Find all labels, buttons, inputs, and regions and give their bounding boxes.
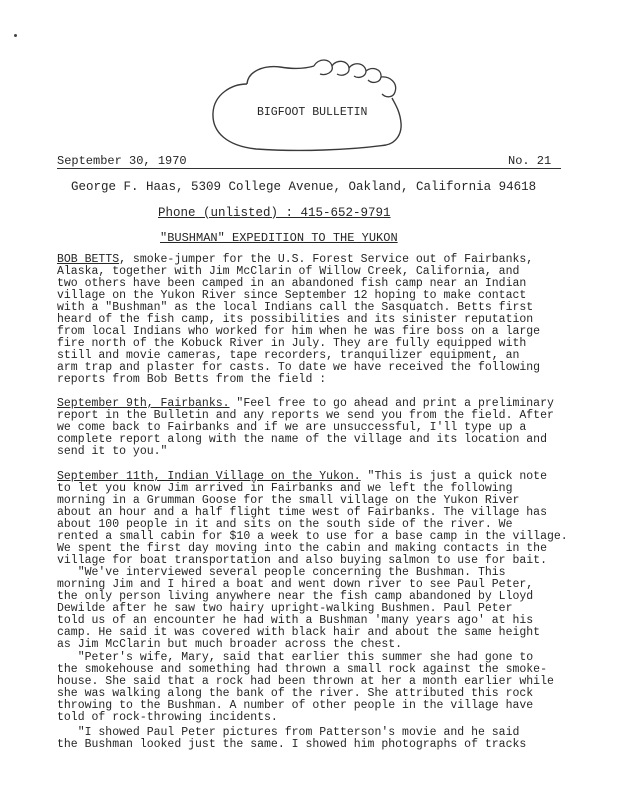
paragraph-line: complete report along with the name of the village and its location and <box>57 433 547 446</box>
paragraph-line: throwing to the Bushman. A number of other people in the village have <box>57 699 534 712</box>
article-title: "BUSHMAN" EXPEDITION TO THE YUKON <box>160 231 398 245</box>
paragraph-line: Alaska, together with Jim McClarin of Willow Creek, California, and <box>57 265 520 278</box>
paragraph-line: September 9th, Fairbanks. "Feel free to go ahead and print a preliminary <box>57 397 554 410</box>
paragraph-line: about 100 people in it and sits on the south side of the river. We <box>57 518 513 531</box>
paragraph-line: report in the Bulletin and any reports we send you from the field. After <box>57 409 554 422</box>
header-rule <box>57 168 561 169</box>
paragraph-line: "I showed Paul Peter pictures from Patterson's movie and he said <box>57 726 520 739</box>
paragraph-line: rented a small cabin for $10 a week to use for a base camp in the village. <box>57 530 568 543</box>
entry-date-yukon: September 11th, Indian Village on the Yukon. <box>57 470 361 483</box>
paragraph-line: two others have been camped in an abandoned fish camp near an Indian <box>57 277 527 290</box>
paragraph-line: morning in a Grumman Goose for the small village on the Yukon River <box>57 494 520 507</box>
paragraph-line: "Peter's wife, Mary, said that earlier this summer she had gone to <box>57 651 534 664</box>
paragraph-line: we come back to Fairbanks and if we are unsuccessful, I'll type up a <box>57 421 527 434</box>
paragraph-line: from local Indians who worked for him when he was fire boss on a large <box>57 325 541 338</box>
paragraph-line: with a "Bushman" as the local Indians call the Sasquatch. Betts first <box>57 301 534 314</box>
editor-address: George F. Haas, 5309 College Avenue, Oakland, California 94618 <box>71 180 537 194</box>
paragraph-line: about an hour and a half flight time west of Fairbanks. The village has <box>57 506 547 519</box>
paragraph-line: the Bushman looked just the same. I showed him photographs of tracks <box>57 738 527 751</box>
paragraph-line: told us of an encounter he had with a Bushman 'many years ago' at his <box>57 614 534 627</box>
editor-phone: Phone (unlisted) : 415-652-9791 <box>158 206 391 220</box>
scan-speck <box>14 34 17 37</box>
paragraph-line: the only person living anywhere near the fish camp abandoned by Lloyd <box>57 590 534 603</box>
paragraph-line: village on the Yukon River since September 12 hoping to make contact <box>57 289 527 302</box>
paragraph-line: to let you know Jim arrived in Fairbanks and we left the following <box>57 482 513 495</box>
paragraph-line: village for boat transportation and also buying salmon to use for bait. <box>57 554 547 567</box>
paragraph-line: she was walking along the bank of the river. She attributed this rock <box>57 687 534 700</box>
paragraph-line: Dewilde after he saw two hairy upright-walking Bushmen. Paul Peter <box>57 602 513 615</box>
paragraph-line: arm trap and plaster for casts. To date we have received the following <box>57 361 541 374</box>
paragraph-line: reports from Bob Betts from the field : <box>57 373 327 386</box>
issue-number: No. 21 <box>508 154 552 168</box>
paragraph-line: We spent the first day moving into the cabin and making contacts in the <box>57 542 547 555</box>
entry-date-fairbanks: September 9th, Fairbanks. <box>57 397 230 410</box>
paragraph-line: fire north of the Kobuck River in July. They are fully equipped with <box>57 337 527 350</box>
paragraph-line: the smokehouse and something had thrown a small rock against the smoke- <box>57 663 547 676</box>
paragraph-line: as Jim McClarin but much broader across the chest. <box>57 638 403 651</box>
paragraph-line: camp. He said it was covered with black hair and about the same height <box>57 626 541 639</box>
intro-name: BOB BETTS <box>57 253 120 266</box>
paragraph-line: send it to you." <box>57 445 168 458</box>
paragraph-line: told of rock-throwing incidents. <box>57 711 278 724</box>
paragraph-line: "We've interviewed several people concerning the Bushman. This <box>57 566 506 579</box>
paragraph-line: still and movie cameras, tape recorders, tranquilizer equipment, an <box>57 349 520 362</box>
paragraph-line: heard of the fish camp, its possibilities and its sinister reputation <box>57 313 534 326</box>
paragraph-line: morning Jim and I hired a boat and went down river to see Paul Peter, <box>57 578 534 591</box>
masthead-title: BIGFOOT BULLETIN <box>257 106 368 119</box>
paragraph-line: BOB BETTS, smoke-jumper for the U.S. Forest Service out of Fairbanks, <box>57 253 534 266</box>
issue-date: September 30, 1970 <box>57 154 187 168</box>
paragraph-line: house. She said that a rock had been thrown at her a month earlier while <box>57 675 554 688</box>
paragraph-line: September 11th, Indian Village on the Yukon. "This is just a quick note <box>57 470 547 483</box>
